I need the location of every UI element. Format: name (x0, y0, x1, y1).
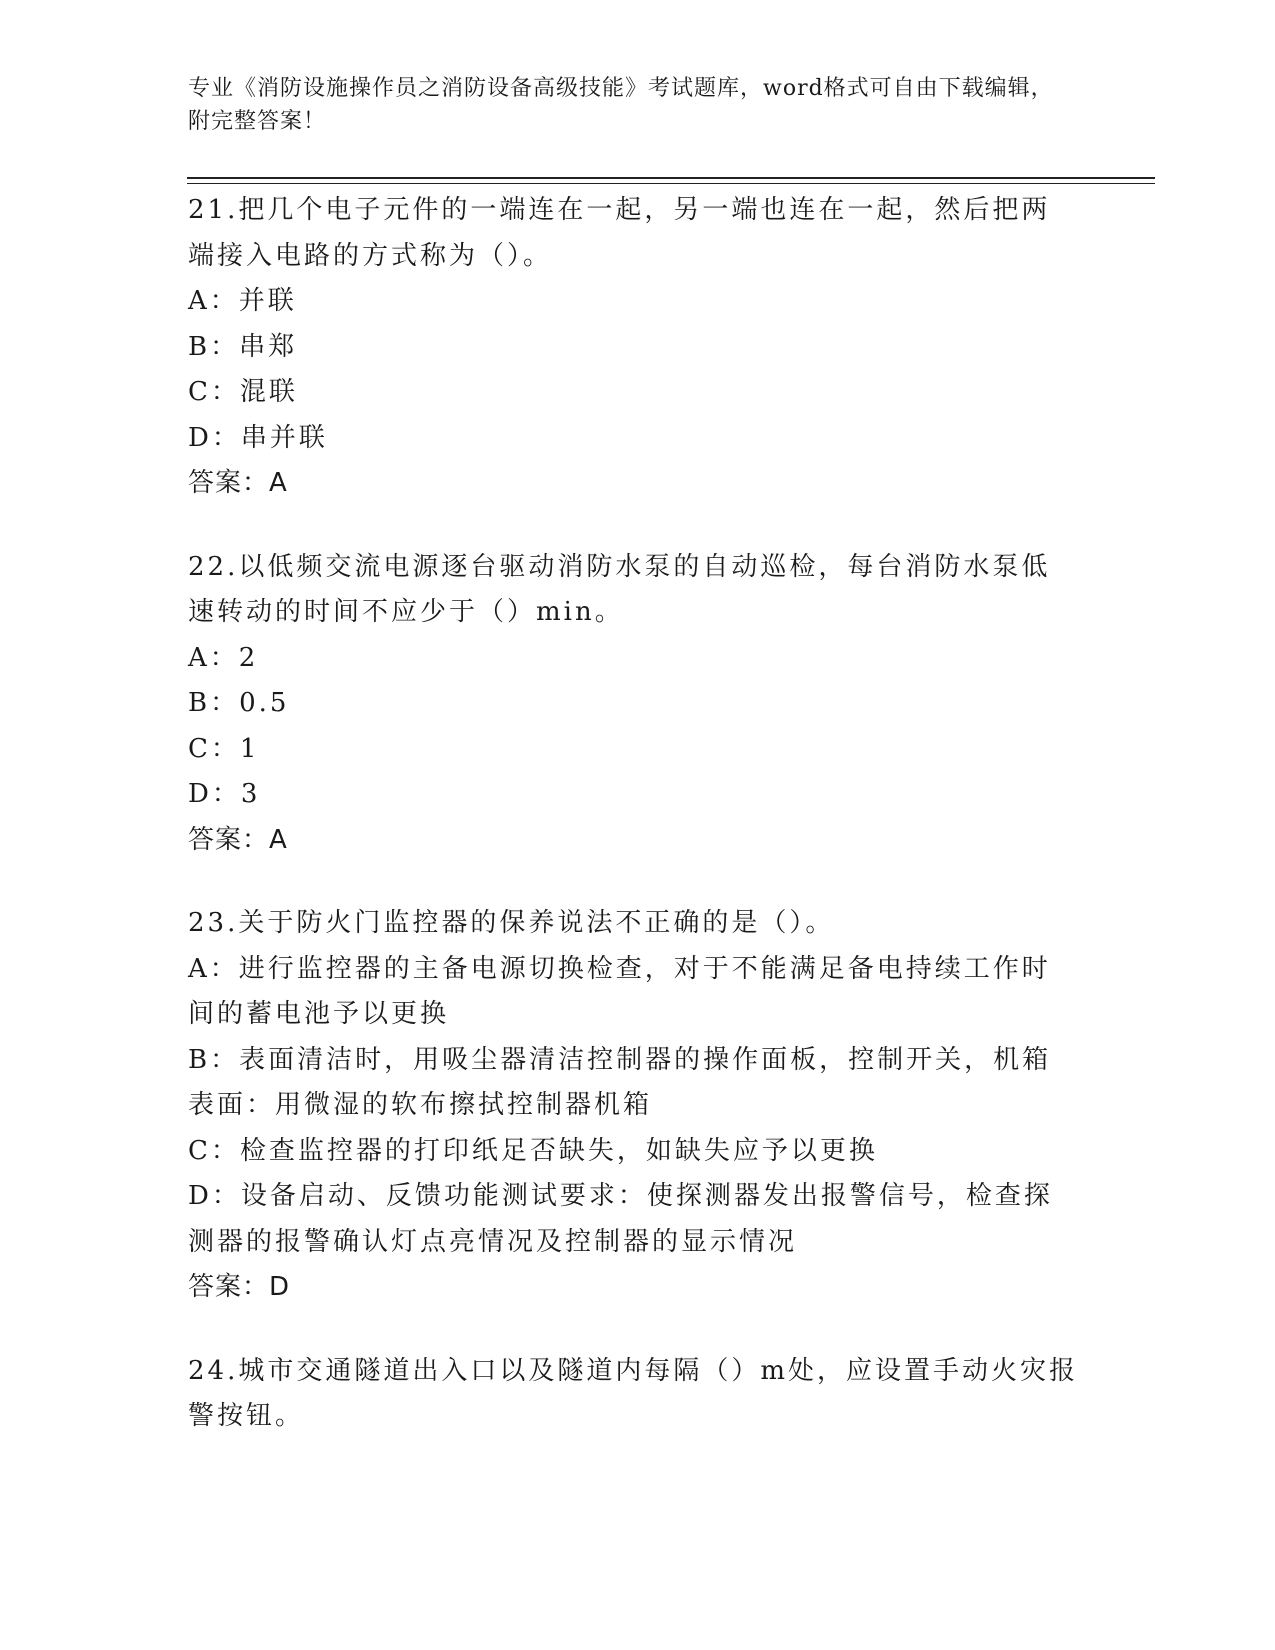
header-divider-thin (187, 183, 1155, 184)
option-a: A：进行监控器的主备电源切换检查，对于不能满足备电持续工作时间的蓄电池予以更换 (188, 953, 1051, 1029)
header-note: 专业《消防设施操作员之消防设备高级技能》考试题库，word格式可自由下载编辑，附完整答案！ (188, 76, 1054, 134)
question-23 (188, 901, 1078, 1311)
option-c: C：检查监控器的打印纸足否缺失，如缺失应予以更换 (188, 1135, 878, 1166)
option-d: D：串并联 (188, 422, 328, 453)
option-b: B：0.5 (188, 688, 290, 718)
option-a: A：并联 (188, 286, 297, 316)
question-22 (188, 545, 1078, 864)
header-divider-thick (187, 177, 1155, 179)
option-c: C：混联 (188, 377, 298, 407)
option-b: B：串郑 (188, 331, 298, 362)
option-b: B：表面清洁时，用吸尘器清洁控制器的操作面板，控制开关，机箱表面：用微湿的软布擦拭控制器机箱 (188, 1044, 1052, 1120)
question-stem: 21.把几个电子元件的一端连在一起，另一端也连在一起，然后把两端接入电路的方式称为（）。 (188, 195, 1051, 271)
answer-line: 答案：D (188, 1272, 291, 1302)
question-24 (188, 1349, 1078, 1440)
option-c: C：1 (188, 733, 260, 764)
option-d: D：设备启动、反馈功能测试要求：使探测器发出报警信号，检查探测器的报警确认灯点亮情况及控制器的显示情况 (188, 1181, 1053, 1257)
question-stem: 22.以低频交流电源逐台驱动消防水泵的自动巡检，每台消防水泵低速转动的时间不应少于（）min。 (188, 551, 1051, 627)
question-stem: 23.关于防火门监控器的保养说法不正确的是（）。 (188, 908, 835, 938)
answer-line: 答案：A (188, 468, 288, 498)
question-21 (188, 188, 1078, 507)
question-stem: 24.城市交通隧道出入口以及隧道内每隔（）m处，应设置手动火灾报警按钮。 (188, 1355, 1079, 1431)
question-list (188, 188, 1078, 1478)
answer-line: 答案：A (188, 824, 288, 855)
option-a: A：2 (188, 642, 259, 673)
option-d: D：3 (188, 779, 261, 809)
